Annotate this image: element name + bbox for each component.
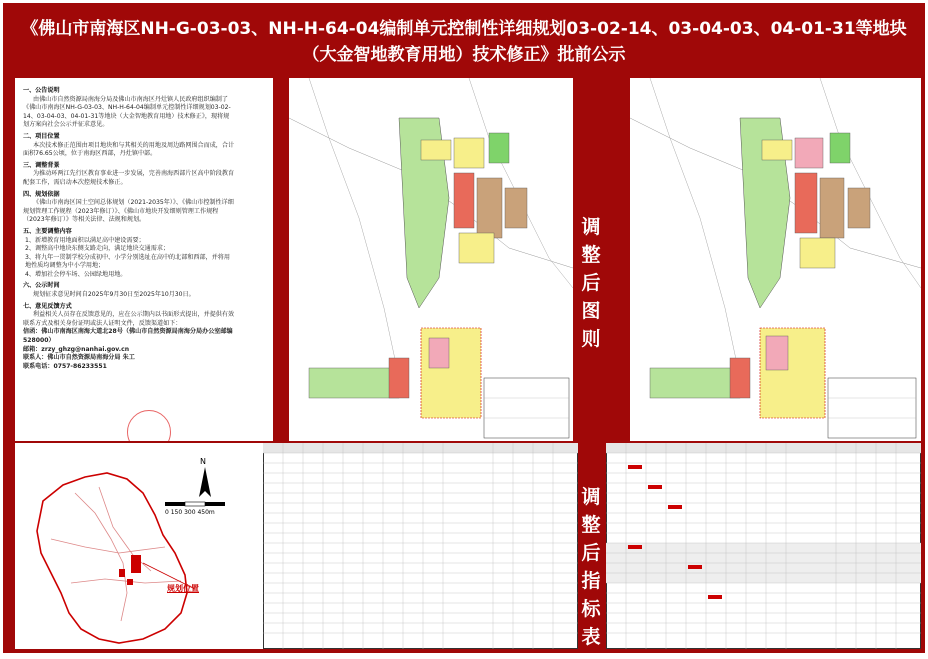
section-title: 六、公示时间	[23, 282, 60, 290]
indicator-table-after-grid	[606, 443, 921, 649]
label-glyph: 调	[238, 486, 258, 508]
notice-board	[3, 3, 925, 653]
list-item: 2、调整高中地块东侧支路走向，满足地块交通需求；	[25, 245, 170, 253]
list-item: 3、将九年一贯制学校分成初中、小学分别选址在高中的北部和西部，并将用地性质均调整为中小学用地；	[25, 253, 230, 270]
indicator-table-after	[606, 443, 921, 649]
label-glyph: 后	[581, 272, 601, 294]
label-glyph: 指	[581, 570, 601, 592]
label-glyph: 标	[238, 598, 258, 620]
notice-text	[23, 84, 235, 371]
official-seal-icon	[127, 410, 171, 441]
section-title: 三、调整背景	[23, 161, 60, 169]
label-before-table	[233, 483, 263, 651]
label-glyph: 图	[238, 300, 258, 322]
label-glyph: 表	[238, 626, 258, 648]
list-item: 4、增加社会停车场、公园绿地用地。	[25, 270, 127, 278]
section-body: 本次技术修正范围由项目地块和与其相关的用地及周边路网围合而成，合计面积76.65公顷，位于南海区西部，丹灶镇中部。	[23, 141, 235, 158]
section-title: 五、主要调整内容	[23, 227, 72, 235]
north-arrow-icon	[193, 455, 217, 503]
section-body: 《佛山市南海区国土空间总体规划（2021-2035年）》、《佛山市控制性详细规划管理工作规程（2023年修订）》、《佛山市地块开发细则管理工作规程（2023年修订）》等相关法律、法规和规划。	[23, 199, 234, 224]
section-title: 二、项目位置	[23, 132, 60, 140]
label-glyph: 整	[238, 514, 258, 536]
label-glyph: 整	[581, 514, 601, 536]
label-glyph: 整	[581, 244, 601, 266]
map-before-drawing	[289, 78, 573, 441]
section-body: 为推动环两江先行区教育事业进一步发展，完善南海西部片区高中阶段教育配套工作，需启动本次控规技术修正。	[23, 170, 235, 186]
label-glyph: 图	[581, 300, 601, 322]
label-glyph: 前	[238, 272, 258, 294]
label-glyph: 指	[238, 570, 258, 592]
indicator-table-before	[263, 443, 578, 649]
label-glyph: 则	[238, 328, 258, 350]
section-body: 利益相关人员存在反馈意见的，应在公示期内以书面形式提出，并提供有效联系方式及相关身份证明或法人证明文件，反馈渠道如下：	[23, 311, 235, 327]
label-glyph: 后	[581, 542, 601, 564]
feedback-phone: 联系电话：0757-86233551	[23, 362, 107, 370]
map-after	[630, 78, 921, 441]
feedback-email: 邮箱：zrzy_ghzg@nanhai.gov.cn	[23, 345, 130, 353]
list-item: 1、新增教育用地面积以满足高中建设需要；	[25, 236, 145, 244]
map-after-drawing	[630, 78, 921, 441]
label-glyph: 则	[581, 328, 601, 350]
page-title-line2: （大金智地教育用地）技术修正》批前公示	[302, 45, 626, 65]
scale-text: 0 150 300 450m	[165, 509, 215, 516]
feedback-contact: 联系人：佛山市自然资源局南海分局 朱工	[23, 354, 135, 362]
section-body: 由佛山市自然资源局南海分局及佛山市南海区丹灶镇人民政府组织编制了《佛山市南海区NH-G-03-03、NH-H-64-04编制单元控制性详细规划03-02-14、03-04-03、04-01-31等地块（大金智地教育用地）技术修正》，现将规划方案向社会公示并征求意见。	[23, 95, 231, 129]
label-glyph: 表	[581, 626, 601, 648]
section-title: 一、公告说明	[23, 87, 60, 94]
label-before-map	[233, 213, 263, 353]
location-label: 规划位置	[167, 584, 199, 593]
label-after-map	[576, 213, 606, 353]
label-glyph: 标	[581, 598, 601, 620]
label-glyph: 调	[581, 216, 601, 238]
section-title: 四、规划依据	[23, 190, 60, 198]
page-title-line1: 《佛山市南海区NH-G-03-03、NH-H-64-04编制单元控制性详细规划03-02-14、03-04-03、04-01-31等地块	[21, 19, 907, 39]
feedback-mail: 信函：佛山市南海区南海大道北28号（佛山市自然资源局南海分局办公室邮编528000）	[23, 328, 233, 345]
indicator-table-before-grid	[263, 443, 578, 649]
label-glyph: 整	[238, 244, 258, 266]
label-glyph: 前	[238, 542, 258, 564]
label-glyph: 调	[581, 486, 601, 508]
label-after-table	[576, 483, 606, 651]
label-glyph: 调	[238, 216, 258, 238]
scale-bar	[165, 501, 235, 516]
section-title: 七、意见反馈方式	[23, 302, 72, 310]
svg-text:N: N	[200, 457, 206, 466]
section-body: 规划征求意见时间自2025年9月30日至2025年10月30日。	[33, 291, 195, 299]
map-before	[289, 78, 573, 441]
